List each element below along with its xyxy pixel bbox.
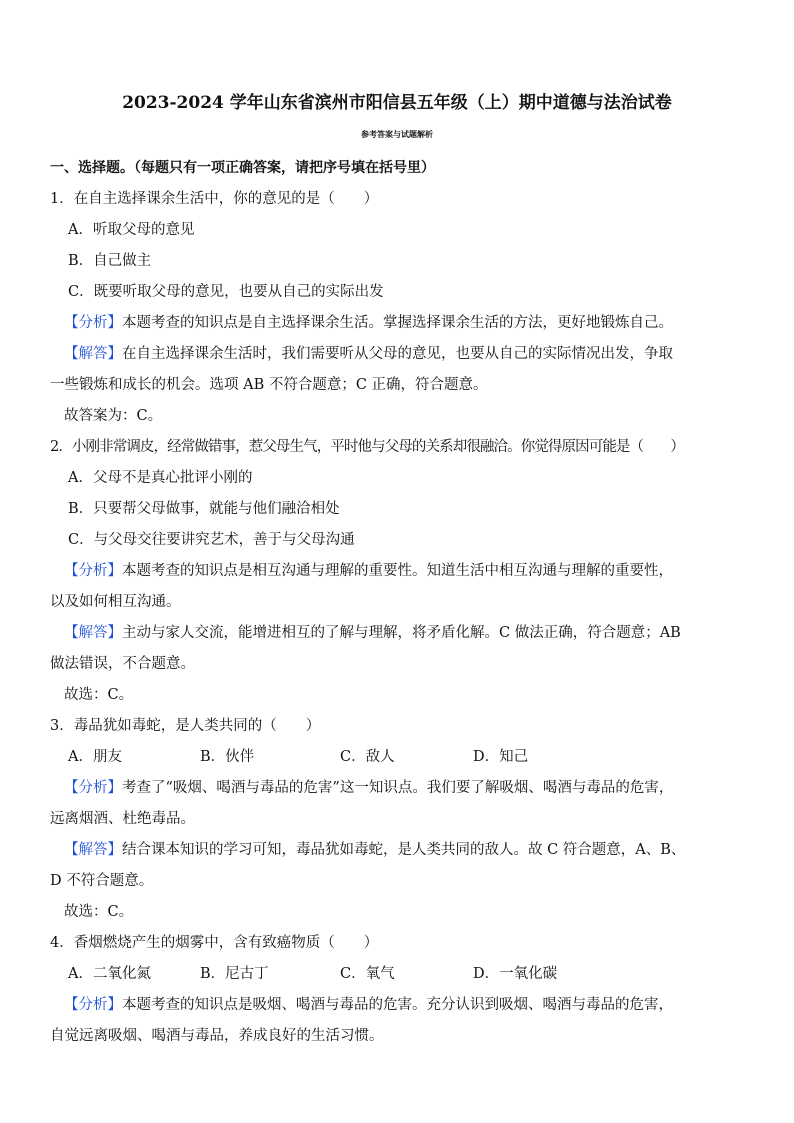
q2-option-c: C．与父母交往要讲究艺术，善于与父母沟通 xyxy=(68,532,355,548)
q1-option-c: C．既要听取父母的意见，也要从自己的实际出发 xyxy=(68,284,384,300)
q2-final: 故选：C。 xyxy=(64,687,134,703)
answer-tag: 【解答】 xyxy=(64,625,122,641)
page-title: 2023-2024 学年山东省滨州市阳信县五年级（上）期中道德与法治试卷 xyxy=(122,93,672,113)
q1-final: 故答案为：C。 xyxy=(64,408,163,424)
analysis-tag: 【分析】 xyxy=(64,997,122,1013)
q3-analysis-cont: 远离烟酒、杜绝毒品。 xyxy=(50,811,195,827)
q1-answer-text: 在自主选择课余生活时，我们需要听从父母的意见，也要从自己的实际情况出发，争取 xyxy=(122,346,673,362)
q1-analysis-text: 本题考查的知识点是自主选择课余生活。掌握选择课余生活的方法，更好地锻炼自己。 xyxy=(122,315,673,331)
q1-analysis xyxy=(64,313,673,333)
answer-tag: 【解答】 xyxy=(64,842,122,858)
q4-stem: 4．香烟燃烧产生的烟雾中，含有致癌物质（ ） xyxy=(50,935,379,951)
page-subtitle: 参考答案与试题解析 xyxy=(361,130,433,139)
q4-option-a: A．二氧化氮 xyxy=(68,966,151,982)
q3-option-d: D．知己 xyxy=(473,749,529,765)
q4-option-d: D．一氧化碳 xyxy=(473,966,558,982)
q4-option-b: B．尼古丁 xyxy=(200,966,269,982)
q2-analysis-text: 本题考查的知识点是相互沟通与理解的重要性。知道生活中相互沟通与理解的重要性， xyxy=(122,563,673,579)
q4-option-c: C．氧气 xyxy=(340,966,395,982)
q2-analysis-cont: 以及如何相互沟通。 xyxy=(50,594,181,610)
q3-answer-cont: D 不符合题意。 xyxy=(50,873,154,889)
q1-answer-cont: 一些锻炼和成长的机会。选项 AB 不符合题意；C 正确，符合题意。 xyxy=(50,377,488,393)
q3-option-a: A．朋友 xyxy=(68,749,122,765)
q1-answer xyxy=(64,344,673,364)
answer-tag: 【解答】 xyxy=(64,346,122,362)
q2-answer xyxy=(64,623,681,643)
q2-option-a: A．父母不是真心批评小刚的 xyxy=(68,470,253,486)
analysis-tag: 【分析】 xyxy=(64,563,122,579)
analysis-tag: 【分析】 xyxy=(64,315,122,331)
q3-option-c: C．敌人 xyxy=(340,749,395,765)
q4-analysis-cont: 自觉远离吸烟、喝酒与毒品，养成良好的生活习惯。 xyxy=(50,1028,384,1044)
q3-answer-text: 结合课本知识的学习可知，毒品犹如毒蛇，是人类共同的敌人。故 C 符合题意，A、B、 xyxy=(122,842,686,858)
q2-answer-text: 主动与家人交流，能增进相互的了解与理解，将矛盾化解。C 做法正确，符合题意；AB xyxy=(122,625,681,641)
q1-stem: 1．在自主选择课余生活中，你的意见的是（ ） xyxy=(50,191,379,207)
q2-stem: 2．小刚非常调皮，经常做错事，惹父母生气，平时他与父母的关系却很融洽。你觉得原因可能是（ ） xyxy=(50,439,684,455)
q3-analysis-text: 考查了“吸烟、喝酒与毒品的危害”这一知识点。我们要了解吸烟、喝酒与毒品的危害， xyxy=(122,780,674,796)
q3-stem: 3．毒品犹如毒蛇，是人类共同的（ ） xyxy=(50,718,321,734)
analysis-tag: 【分析】 xyxy=(64,780,122,796)
q2-answer-cont: 做法错误，不合题意。 xyxy=(50,656,195,672)
q3-option-b: B．伙伴 xyxy=(200,749,255,765)
q1-option-a: A．听取父母的意见 xyxy=(68,222,195,238)
q2-option-b: B．只要帮父母做事，就能与他们融洽相处 xyxy=(68,501,340,517)
q4-analysis-text: 本题考查的知识点是吸烟、喝酒与毒品的危害。充分认识到吸烟、喝酒与毒品的危害， xyxy=(122,997,673,1013)
q3-analysis xyxy=(64,778,673,798)
section-heading: 一、选择题。（每题只有一项正确答案，请把序号填在括号里） xyxy=(50,160,435,176)
q1-option-b: B．自己做主 xyxy=(68,253,152,269)
q3-final: 故选：C。 xyxy=(64,904,134,920)
q2-analysis xyxy=(64,561,673,581)
q4-analysis xyxy=(64,995,673,1015)
q3-answer xyxy=(64,840,685,860)
